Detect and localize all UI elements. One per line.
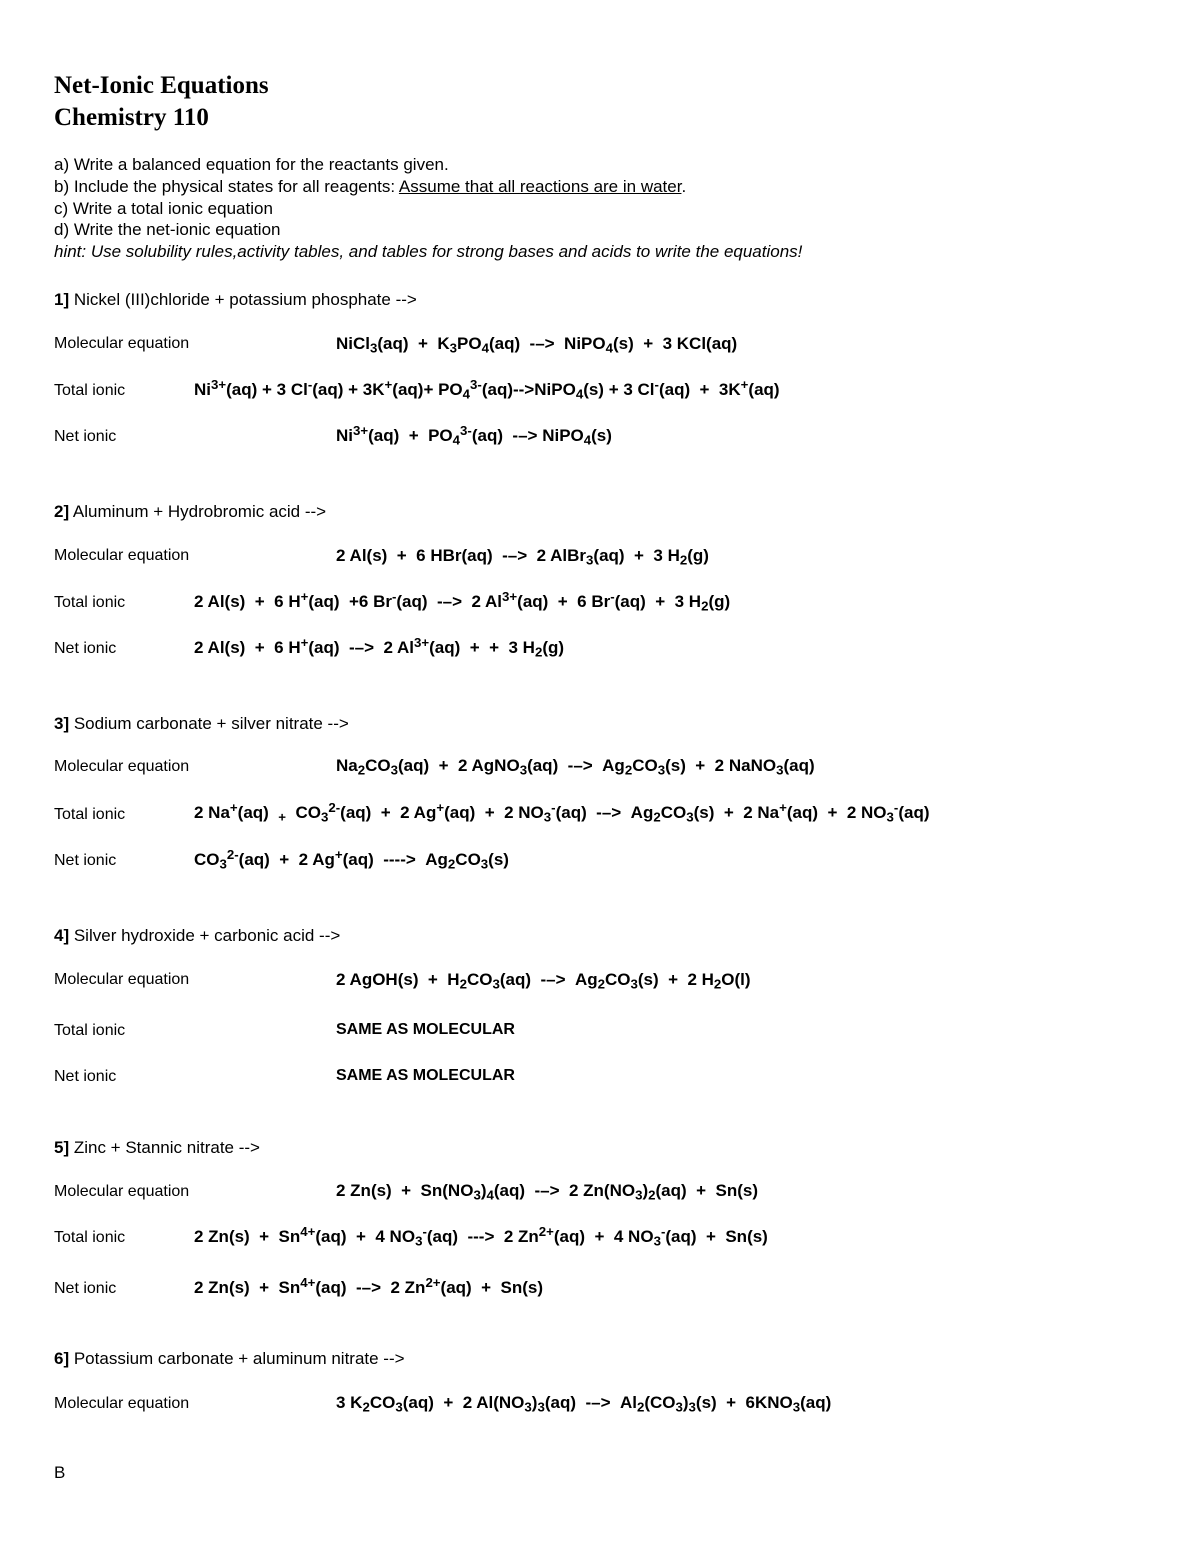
page-title: Net-Ionic Equations <box>54 72 269 99</box>
problem-number: 5] <box>54 1138 70 1157</box>
instruction-b-underlined: Assume that all reactions are in water <box>398 177 682 196</box>
label-total-ionic: Total ionic <box>54 594 126 611</box>
instruction-d: d) Write the net-ionic equation <box>54 220 281 239</box>
problem-number: 3] <box>54 714 70 733</box>
equation-net-ionic: $CO_3^{2-}(aq) + 2$ Ag+(aq) ----> $Ag_2CO_3(s)$ <box>194 847 509 872</box>
problem-heading <box>54 1138 260 1158</box>
equation-molecular: NiCl$_3$(aq) + $K_3PO_4(aq)$ -–> NiPO$_4$(s) + 3 KCl(aq) <box>336 334 738 356</box>
problem-reaction: Aluminum + Hydrobromic acid --> <box>69 502 327 521</box>
page-subtitle: Chemistry 110 <box>54 104 209 131</box>
problem-number: 1] <box>54 290 70 309</box>
instruction-b-suffix: . <box>681 177 687 196</box>
problem-heading <box>54 502 326 522</box>
instruction-c: c) Write a total ionic equation <box>54 199 273 218</box>
instruction-hint: hint: Use solubility rules,activity tables, and tables for strong bases and acids to write the equations! <box>54 242 803 261</box>
problem-reaction: Zinc + Stannic nitrate --> <box>69 1138 260 1157</box>
equation-molecular: 2 Al(s) + 6 HBr(aq) -–> 2 AlBr$_3$(aq) + 3 $H_2(g)$ <box>336 546 709 568</box>
label-net-ionic: Net ionic <box>54 852 117 869</box>
label-molecular: Molecular equation <box>54 1395 190 1412</box>
label-net-ionic: Net ionic <box>54 1068 117 1085</box>
label-molecular: Molecular equation <box>54 335 190 352</box>
equation-molecular: 2 $Zn(s) + Sn(NO_3)_4(aq)$ -–> 2 $Zn(NO_3)_2(aq) + Sn(s)$ <box>336 1181 758 1203</box>
problem-reaction: Silver hydroxide + carbonic acid --> <box>69 926 341 945</box>
problem-reaction: Sodium carbonate + silver nitrate --> <box>69 714 349 733</box>
equation-molecular: $Na_2CO_3(aq) + 2$ AgNO$_3$(aq) -–> $Ag_2CO_3(s) + 2$ NaNO$_3$(aq) <box>336 756 815 778</box>
equation-net-ionic: $Ni^{3+}(aq) + PO_4^{3-}(aq)$ -–> NiPO$_4$(s) <box>336 423 612 448</box>
label-molecular: Molecular equation <box>54 1183 190 1200</box>
equation-total-ionic: 2 Al(s) + 6 H+(aq) +6 Br-(aq) -–> 2 $Al^{3+}(aq) + 6$ Br-(aq) + 3 $H_2(g)$ <box>194 589 731 614</box>
equation-total-ionic: SAME AS MOLECULAR <box>336 1021 515 1038</box>
label-net-ionic: Net ionic <box>54 640 117 657</box>
problem-heading <box>54 714 349 734</box>
equation-net-ionic: SAME AS MOLECULAR <box>336 1067 515 1084</box>
problem-reaction: Potassium carbonate + aluminum nitrate --> <box>69 1349 405 1368</box>
equation-net-ionic: 2 $Zn(s) + Sn^{4+}(aq)$ -–> 2 $Zn^{2+}(aq) + Sn(s)$ <box>194 1275 544 1297</box>
equation-total-ionic: $Ni^{3+}(aq) + 3$ $Cl^-(aq) + 3K^+(aq)+ PO_4^{3-}(aq)-->NiPO_4(s) + 3$ Cl-(aq) + 3K+(aq) <box>194 377 780 402</box>
problem-heading <box>54 926 340 946</box>
instruction-b <box>54 177 686 197</box>
problem-reaction: Nickel (III)chloride + potassium phosphate --> <box>69 290 417 309</box>
equation-net-ionic: 2 Al(s) + 6 H+(aq) -–> 2 $Al^{3+}(aq)$ + + 3 $H_2(g)$ <box>194 635 565 660</box>
problem-number: 6] <box>54 1349 70 1368</box>
instruction-a: a) Write a balanced equation for the reactants given. <box>54 155 449 174</box>
equation-molecular: 2 AgOH(s) + $H_2CO_3(aq)$ -–> $Ag_2CO_3(s) + 2$ $H_2O(l)$ <box>336 970 751 992</box>
label-total-ionic: Total ionic <box>54 806 126 823</box>
label-total-ionic: Total ionic <box>54 1229 126 1246</box>
label-molecular: Molecular equation <box>54 971 190 988</box>
problem-heading <box>54 290 417 310</box>
label-total-ionic: Total ionic <box>54 1022 126 1039</box>
equation-molecular: 3 $K_2CO_3(aq) + 2$ $Al(NO_3)_3(aq)$ -–> $Al_2(CO_3)_3(s) + 6KNO_3(aq)$ <box>336 1393 832 1415</box>
equation-total-ionic: 2 Na+(aq) $_+$ $CO_3^{2-}(aq) + 2$ Ag+(aq) + 2 $NO_3^-(aq)$ -–> $Ag_2CO_3(s) + 2$ Na+(aq) + 2 $NO_3^-(aq)$ <box>194 800 930 825</box>
problem-number: 2] <box>54 502 70 521</box>
label-molecular: Molecular equation <box>54 758 190 775</box>
instruction-b-text: b) Include the physical states for all reagents: <box>54 177 399 196</box>
label-net-ionic: Net ionic <box>54 428 117 445</box>
footer-letter: B <box>54 1463 66 1482</box>
label-net-ionic: Net ionic <box>54 1280 117 1297</box>
label-total-ionic: Total ionic <box>54 382 126 399</box>
label-molecular: Molecular equation <box>54 547 190 564</box>
problem-heading <box>54 1349 405 1369</box>
equation-total-ionic: 2 $Zn(s) + Sn^{4+}(aq) + 4$ $NO_3^-(aq)$ ---> 2 $Zn^{2+}(aq) + 4$ $NO_3^-(aq) + Sn(s)$ <box>194 1224 768 1249</box>
problem-number: 4] <box>54 926 70 945</box>
